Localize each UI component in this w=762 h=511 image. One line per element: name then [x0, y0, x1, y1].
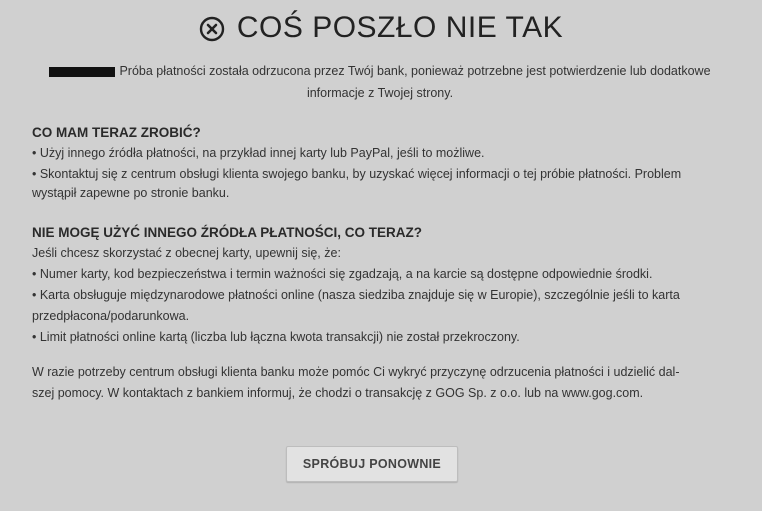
alternative-section [32, 223, 712, 348]
list-item-continuation: wystąpił zapewne po stronie banku. [32, 186, 230, 200]
bank-help-section [32, 362, 712, 404]
help-text-line: szej pomocy. W kontaktach z bankiem informuj, że chodzi o transakcję z GOG Sp. z o.o. lub na www.gog.com. [32, 386, 644, 400]
list-item: • Limit płatności online kartą (liczba lub łączna kwota transakcji) nie został przekroczony. [32, 330, 520, 344]
section-lead: Jeśli chcesz skorzystać z obecnej karty, upewnij się, że: [32, 246, 341, 260]
list-item: • Skontaktuj się z centrum obsługi klienta swojego banku, by uzyskać więcej informacji o tej próbie płatności. Problem [32, 167, 682, 181]
what-to-do-section [32, 123, 712, 204]
page-title: COŚ POSZŁO NIE TAK [236, 11, 564, 44]
list-item: • Użyj innego źródła płatności, na przykład innej karty lub PayPal, jeśli to możliwe. [32, 146, 485, 160]
help-text-line: W razie potrzeby centrum obsługi klienta banku może pomóc Ci wykryć przyczynę odrzucenia płatności i udzielić dal- [32, 365, 680, 379]
intro-text: Próba płatności została odrzucona przez Twój bank, ponieważ potrzebne jest potwierdzenie lub dodatkowe [119, 64, 711, 78]
section-heading: NIE MOGĘ UŻYĆ INNEGO ŹRÓDŁA PŁATNOŚCI, CO TERAZ? [32, 225, 422, 240]
section-heading: CO MAM TERAZ ZROBIĆ? [32, 125, 201, 140]
close-circle-icon [199, 16, 225, 42]
redacted-name [49, 67, 115, 77]
error-title-row [0, 8, 762, 48]
list-item: • Numer karty, kod bezpieczeństwa i termin ważności się zgadzają, a na karcie są dostępne odpowiednie środki. [32, 267, 653, 281]
list-item-continuation: przedpłacona/podarunkowa. [32, 309, 190, 323]
list-item: • Karta obsługuje międzynarodowe płatności online (nasza siedziba znajduje się w Europie), szczególnie jeśli to karta [32, 288, 680, 302]
intro-text-2: informacje z Twojej strony. [306, 86, 454, 100]
intro-message [30, 60, 730, 104]
retry-button[interactable]: SPRÓBUJ PONOWNIE [286, 446, 458, 482]
